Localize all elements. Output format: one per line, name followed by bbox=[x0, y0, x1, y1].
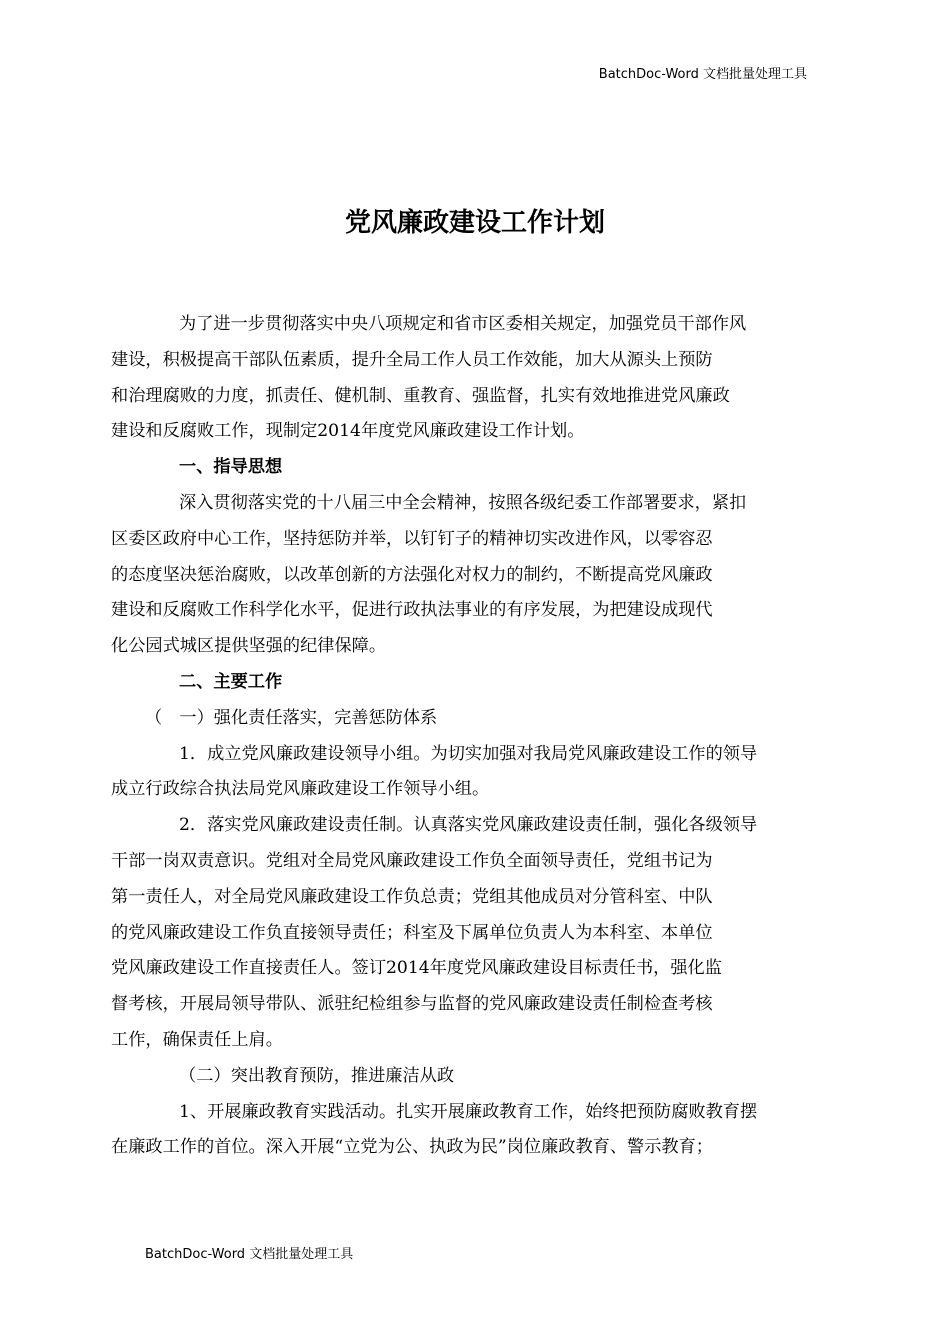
text-line: 深入贯彻落实党的十八届三中全会精神，按照各级纪委工作部署要求，紧扣 bbox=[179, 492, 747, 513]
intro-paragraph bbox=[111, 307, 808, 450]
section-heading-main-work: 二、主要工作 bbox=[179, 671, 283, 692]
item-paragraph-3 bbox=[111, 1095, 808, 1167]
text-line: 2．落实党风廉政建设责任制。认真落实党风廉政建设责任制，强化各级领导 bbox=[179, 815, 758, 836]
text-line: 建设，积极提高干部队伍素质，提升全局工作人员工作效能，加大从源头上预防 bbox=[111, 349, 713, 370]
text-line: 党风廉政建设工作直接责任人。签订2014年度党风廉政建设目标责任书，强化监 bbox=[111, 958, 722, 979]
text-line: 的党风廉政建设工作负直接领导责任；科室及下属单位负责人为本科室、本单位 bbox=[111, 922, 713, 943]
text-line: 化公园式城区提供坚强的纪律保障。 bbox=[111, 636, 387, 657]
document-title: 党风廉政建设工作计划 bbox=[344, 208, 605, 238]
text-line: 和治理腐败的力度，抓责任、健机制、重教育、强监督，扎实有效地推进党风廉政 bbox=[111, 385, 730, 406]
page-footer: BatchDoc-Word 文档批量处理工具 bbox=[145, 1247, 354, 1262]
document-body bbox=[111, 307, 808, 1166]
section-heading-guiding: 一、指导思想 bbox=[179, 457, 283, 478]
subsection-heading-1: （ 一）强化责任落实，完善惩防体系 bbox=[145, 707, 438, 728]
page-header: BatchDoc-Word 文档批量处理工具 bbox=[598, 67, 807, 82]
text-line: 1、开展廉政教育实践活动。扎实开展廉政教育工作，始终把预防腐败教育摆 bbox=[179, 1101, 758, 1122]
text-line: 建设和反腐败工作科学化水平，促进行政执法事业的有序发展，为把建设成现代 bbox=[111, 600, 713, 621]
item-paragraph-2 bbox=[111, 808, 808, 1059]
subsection-heading-2: （二）突出教育预防，推进廉洁从政 bbox=[179, 1065, 455, 1086]
text-line: 为了进一步贯彻落实中央八项规定和省市区委相关规定，加强党员干部作风 bbox=[179, 314, 747, 334]
text-line: 干部一岗双责意识。党组对全局党风廉政建设工作负全面领导责任，党组书记为 bbox=[111, 850, 713, 871]
text-line: 第一责任人，对全局党风廉政建设工作负总责；党组其他成员对分管科室、中队 bbox=[111, 886, 713, 907]
text-line: 督考核，开展局领导带队、派驻纪检组参与监督的党风廉政建设责任制检查考核 bbox=[111, 994, 713, 1015]
text-line: 区委区政府中心工作，坚持惩防并举，以钉钉子的精神切实改进作风，以零容忍 bbox=[111, 528, 713, 549]
item-paragraph-1 bbox=[111, 737, 808, 809]
text-line: 成立行政综合执法局党风廉政建设工作领导小组。 bbox=[111, 779, 490, 800]
guiding-paragraph bbox=[111, 486, 808, 665]
text-line: 在廉政工作的首位。深入开展“立党为公、执政为民”岗位廉政教育、警示教育； bbox=[111, 1137, 713, 1158]
text-line: 1．成立党风廉政建设领导小组。为切实加强对我局党风廉政建设工作的领导 bbox=[179, 743, 758, 764]
text-line: 建设和反腐败工作，现制定2014年度党风廉政建设工作计划。 bbox=[111, 421, 585, 442]
text-line: 工作，确保责任上肩。 bbox=[111, 1029, 283, 1050]
text-line: 的态度坚决惩治腐败，以改革创新的方法强化对权力的制约，不断提高党风廉政 bbox=[111, 564, 713, 585]
